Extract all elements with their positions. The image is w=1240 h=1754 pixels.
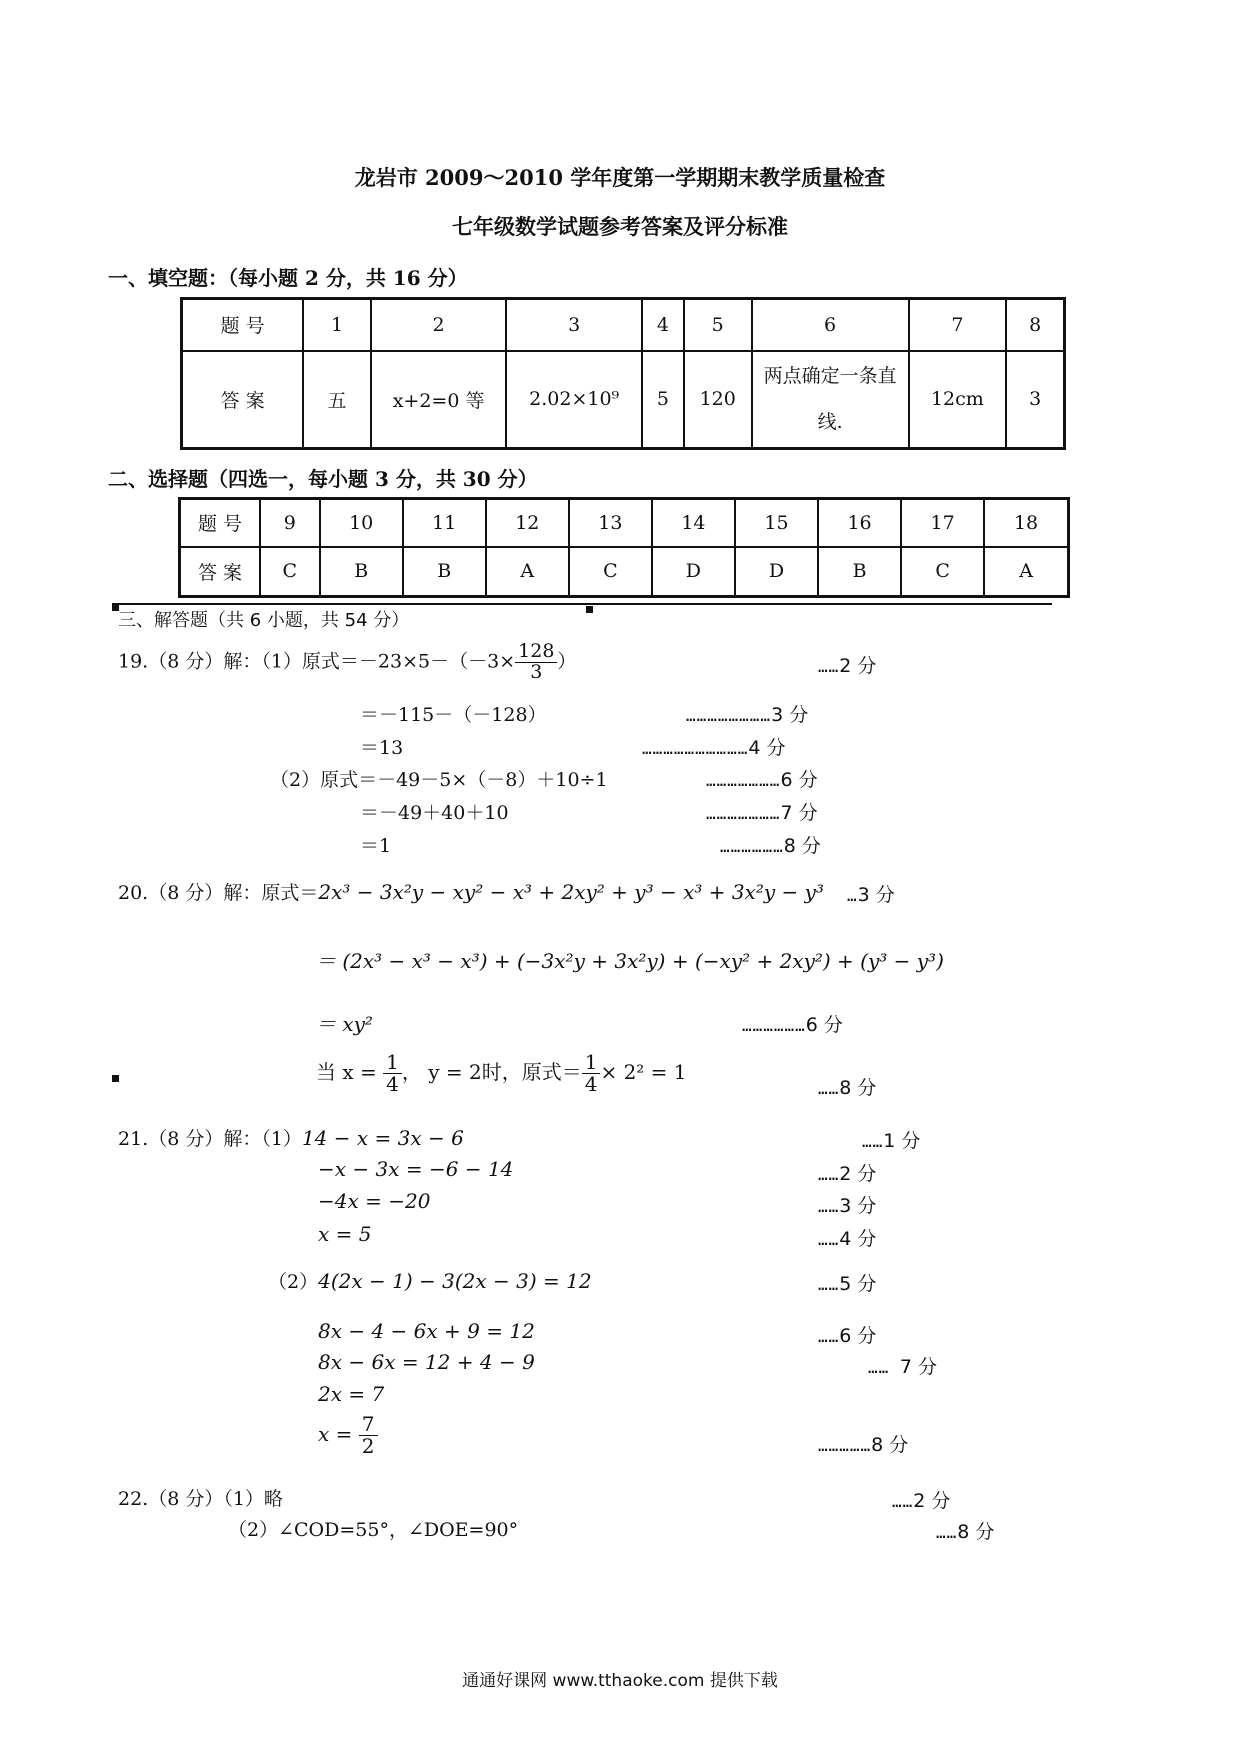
table-cell: 10	[320, 499, 403, 547]
q19-line-4: （2）原式＝－49－5×（－8）＋10÷1	[270, 769, 608, 791]
table-cell: D	[652, 547, 735, 597]
row-label-number: 题 号	[180, 499, 261, 547]
q20-line-2: ＝ (2x³ − x³ − x³) + (−3x²y + 3x²y) + (−xy² + 2xy²) + (y³ − y³)	[316, 949, 944, 973]
table-cell: 3	[1006, 351, 1064, 449]
table-row-answers	[182, 351, 1065, 449]
q19-close: ）	[557, 650, 577, 673]
row-label-number: 题 号	[182, 299, 304, 351]
equation: 8x − 4 − 6x + 9 = 12	[318, 1319, 535, 1343]
q19-line-1	[118, 642, 576, 683]
table-cell: A	[984, 547, 1068, 597]
q20-cond-prefix: 当 x =	[316, 1060, 377, 1084]
fraction-denominator: 4	[584, 1072, 598, 1096]
q20-line-4	[316, 1052, 687, 1095]
score-mark: ……………………3 分	[686, 704, 809, 726]
score-mark: ……2 分	[818, 655, 877, 677]
table-cell: 3	[506, 299, 642, 351]
q19-line-3: ＝13	[360, 737, 404, 759]
table-cell: 12cm	[909, 351, 1007, 449]
fraction-numerator: 128	[515, 642, 557, 663]
table-cell: 16	[818, 499, 901, 547]
divider-line	[112, 603, 1052, 605]
table-cell: C	[569, 547, 652, 597]
score-mark: …………………6 分	[706, 769, 818, 791]
q20-line-1	[118, 878, 824, 905]
table-cell: 1	[303, 299, 371, 351]
table-cell: A	[486, 547, 569, 597]
table-cell: B	[403, 547, 486, 597]
q20-label: 20.（8 分）解：原式＝	[118, 882, 319, 904]
equation: 4(2x − 1) − 3(2x − 3) = 12	[318, 1269, 592, 1293]
fraction-denominator: 2	[361, 1434, 375, 1458]
table-cell: 7	[909, 299, 1007, 351]
page-title: 龙岩市 2009～2010 学年度第一学期期末教学质量检查	[354, 165, 886, 190]
section-choice-heading: 二、选择题（四选一，每小题 3 分，共 30 分）	[108, 467, 538, 491]
q21-label: 21.（8 分）解：（1）	[118, 1128, 302, 1150]
section-fill-blank-heading: 一、填空题：（每小题 2 分，共 16 分）	[108, 266, 468, 290]
table-cell: 18	[984, 499, 1068, 547]
equation: x = 5	[318, 1222, 372, 1246]
q20-line-3: ＝ xy²	[316, 1012, 373, 1036]
table-cell: 5	[642, 351, 684, 449]
score-mark: …… 7 分	[868, 1356, 938, 1378]
table-cell: 两点确定一条直线.	[752, 351, 909, 449]
score-mark: …………………………4 分	[642, 737, 786, 759]
choice-answer-table	[178, 497, 1070, 598]
table-cell: C	[260, 547, 320, 597]
q20-cond-tail: × 2² = 1	[600, 1060, 687, 1084]
equation: 2x = 7	[318, 1382, 385, 1406]
score-mark: …3 分	[847, 884, 895, 906]
table-cell: C	[901, 547, 984, 597]
table-cell: 5	[684, 299, 752, 351]
table-cell: 15	[735, 499, 818, 547]
table-cell: 14	[652, 499, 735, 547]
fraction-numerator: 1	[383, 1052, 402, 1074]
equation: 14 − x = 3x − 6	[301, 1126, 464, 1150]
score-mark: ……8 分	[818, 1077, 877, 1099]
final-prefix: x =	[318, 1422, 353, 1446]
equation: 8x − 6x = 12 + 4 − 9	[318, 1350, 535, 1374]
score-mark: ………………8 分	[720, 835, 821, 857]
fraction-denominator: 4	[386, 1072, 399, 1096]
score-mark: ……5 分	[818, 1273, 877, 1295]
q22-line-2: （2）∠COD=55°，∠DOE=90°	[228, 1519, 519, 1541]
q20-expression: 2x³ − 3x²y − xy² − x³ + 2xy² + y³ − x³ + 3x²y − y³	[318, 880, 824, 904]
q22-line-1: 22.（8 分）（1）略	[118, 1488, 283, 1510]
table-cell: 12	[486, 499, 569, 547]
equation: −4x = −20	[318, 1189, 431, 1213]
score-mark: ……2 分	[892, 1490, 951, 1512]
table-cell: 11	[403, 499, 486, 547]
q21-line-5	[268, 1267, 592, 1294]
q19-line-5: ＝－49＋40＋10	[360, 802, 509, 824]
fill-blank-answer-table	[180, 297, 1066, 450]
marker-square	[586, 606, 593, 613]
table-cell: 13	[569, 499, 652, 547]
q19-line-2: ＝－115－（－128）	[360, 704, 547, 726]
row-label-answer: 答 案	[180, 547, 261, 597]
score-mark: ……………8 分	[818, 1434, 909, 1456]
score-mark: ……8 分	[936, 1521, 995, 1543]
table-cell: 8	[1006, 299, 1064, 351]
table-cell: 2	[371, 299, 506, 351]
fraction	[582, 1052, 601, 1095]
q19-line-6: ＝1	[360, 835, 392, 857]
row-label-answer: 答 案	[182, 351, 304, 449]
table-cell: 2.02×10⁹	[506, 351, 642, 449]
q19-label: 19.（8 分）解：（1）原式＝－23×5－（－3×	[118, 650, 516, 673]
table-cell: D	[735, 547, 818, 597]
page-subtitle: 七年级数学试题参考答案及评分标准	[452, 214, 788, 239]
fraction-numerator: 7	[359, 1414, 378, 1436]
score-mark: ……1 分	[862, 1130, 921, 1152]
score-mark: …………………7 分	[706, 802, 818, 824]
table-cell: 4	[642, 299, 684, 351]
footer-text: 通通好课网 www.tthaoke.com 提供下载	[462, 1671, 778, 1691]
score-mark: ……6 分	[818, 1325, 877, 1347]
score-mark: ……2 分	[818, 1163, 877, 1185]
q21-line-1	[118, 1124, 464, 1151]
fraction	[359, 1414, 378, 1457]
section-solution-heading: 三、解答题（共 6 小题，共 54 分）	[118, 610, 410, 631]
table-cell: 9	[260, 499, 320, 547]
fraction	[515, 642, 557, 683]
score-mark: ……3 分	[818, 1195, 877, 1217]
marker-square	[112, 1075, 119, 1082]
fraction	[383, 1052, 402, 1095]
table-cell: 17	[901, 499, 984, 547]
table-cell: B	[320, 547, 403, 597]
equation	[318, 1414, 378, 1457]
score-mark: ………………6 分	[742, 1014, 843, 1036]
table-row-numbers	[180, 499, 1069, 547]
equation: −x − 3x = −6 − 14	[318, 1157, 514, 1181]
fraction-numerator: 1	[582, 1052, 601, 1074]
table-cell: x+2=0 等	[371, 351, 506, 449]
table-cell: 6	[752, 299, 909, 351]
table-row-answers	[180, 547, 1069, 597]
score-mark: ……4 分	[818, 1228, 877, 1250]
table-cell: B	[818, 547, 901, 597]
table-cell: 120	[684, 351, 752, 449]
fraction-denominator: 3	[530, 660, 543, 683]
table-row-numbers	[182, 299, 1065, 351]
table-cell: 五	[303, 351, 371, 449]
q20-cond-mid: ， y = 2时，原式＝	[401, 1060, 582, 1084]
q21-part2-label: （2）	[268, 1271, 319, 1293]
